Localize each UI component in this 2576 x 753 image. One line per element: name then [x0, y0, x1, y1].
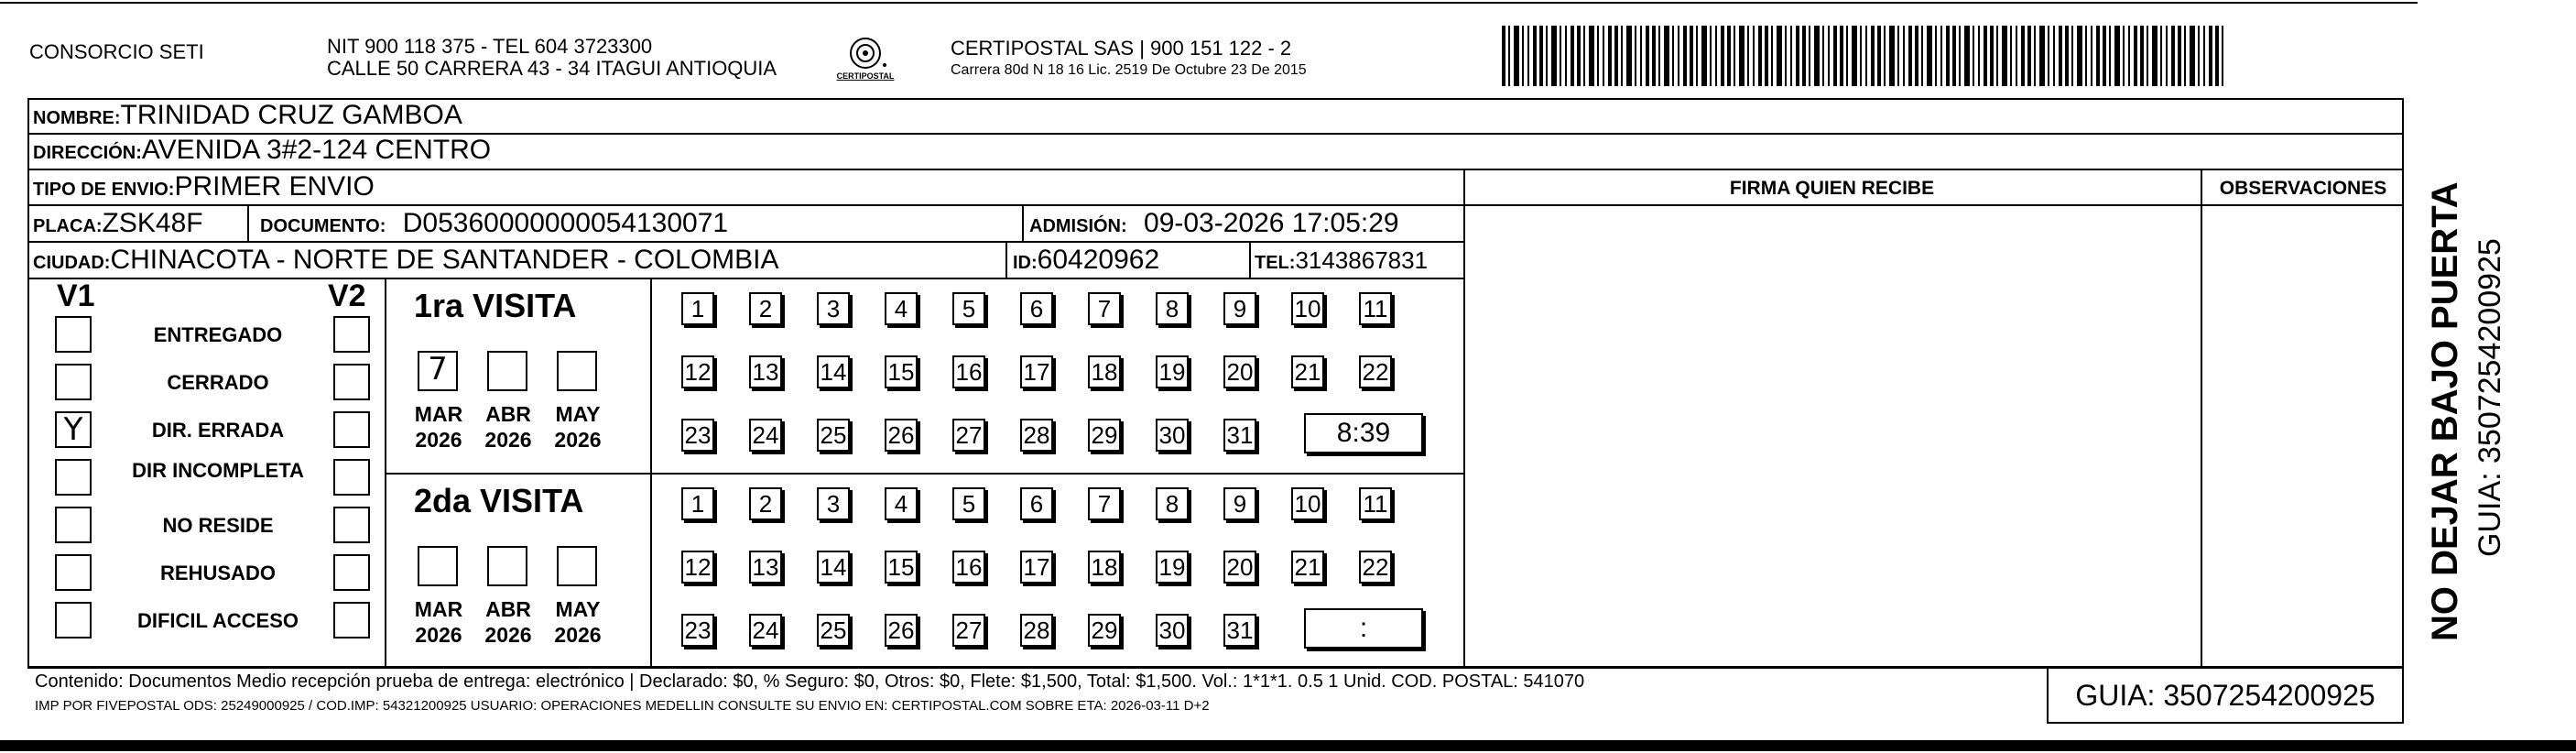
v1-checkbox[interactable]: [55, 364, 92, 400]
cell-divider: [1022, 204, 1024, 241]
day-box[interactable]: 20: [1223, 355, 1256, 388]
status-label: REHUSADO: [160, 562, 276, 584]
year-label: 2026: [415, 623, 462, 647]
v2-checkbox[interactable]: [333, 411, 370, 448]
month-label: ABR: [485, 597, 531, 621]
cell-divider: [247, 204, 249, 241]
row-divider: [27, 169, 2404, 170]
day-box[interactable]: 12: [681, 355, 714, 388]
row-divider: [27, 241, 1463, 243]
v1-checkbox[interactable]: [55, 507, 92, 543]
type-value: PRIMER ENVIO: [174, 171, 375, 202]
id-value: 60420962: [1037, 245, 1160, 275]
day-box[interactable]: 31: [1223, 419, 1256, 452]
day-box[interactable]: 29: [1088, 614, 1121, 647]
day-box[interactable]: 30: [1156, 419, 1189, 452]
admission-row: [1029, 207, 1399, 243]
nit-line: NIT 900 118 375 - TEL 604 3723300: [327, 35, 653, 58]
day-box[interactable]: 27: [952, 614, 985, 647]
visit-title: 2da VISITA: [414, 482, 584, 519]
footer-imp: IMP POR FIVEPOSTAL ODS: 25249000925 / COD.IMP: 54321200925 USUARIO: OPERACIONES MEDELLIN CONSULTE SU ENVIO EN: CERTIPOSTAL.COM SOBRE ETA: 2026-03-11 D+2: [35, 698, 1210, 714]
day-box[interactable]: 13: [749, 551, 782, 584]
month-checkbox[interactable]: [418, 546, 458, 586]
day-box[interactable]: 14: [817, 355, 850, 388]
day-box[interactable]: 14: [817, 551, 850, 584]
page-bottom-rule: [0, 740, 2576, 751]
status-label: DIFICIL ACCESO: [136, 609, 299, 632]
day-box[interactable]: 6: [1020, 292, 1053, 325]
name-label: NOMBRE:: [33, 108, 121, 128]
barcode-icon: [1502, 26, 2225, 86]
city-label: CIUDAD:: [33, 253, 111, 273]
v2-checkbox[interactable]: [333, 507, 370, 543]
day-box[interactable]: 7: [1088, 487, 1121, 520]
day-box[interactable]: 17: [1020, 355, 1053, 388]
day-box[interactable]: 13: [749, 355, 782, 388]
v1-checkbox[interactable]: [55, 602, 92, 638]
day-box[interactable]: 28: [1020, 614, 1053, 647]
day-box[interactable]: 27: [952, 419, 985, 452]
certipostal-line: CERTIPOSTAL SAS | 900 151 122 - 2: [951, 37, 1292, 60]
day-box[interactable]: 22: [1359, 355, 1392, 388]
v1-checkbox[interactable]: Y: [55, 411, 92, 448]
month-checkbox[interactable]: [557, 351, 597, 391]
day-box[interactable]: 30: [1156, 614, 1189, 647]
v2-checkbox[interactable]: [333, 554, 370, 591]
type-label: TIPO DE ENVIO:: [33, 180, 175, 200]
day-box[interactable]: 25: [817, 614, 850, 647]
type-row: [33, 170, 375, 206]
day-box[interactable]: 25: [817, 419, 850, 452]
day-box[interactable]: 7: [1088, 292, 1121, 325]
id-label: ID:: [1013, 253, 1038, 273]
v1-checkbox[interactable]: [55, 554, 92, 591]
v1-label: V1: [57, 278, 95, 313]
month-label: MAR: [414, 597, 463, 621]
month-checkbox[interactable]: [487, 546, 527, 586]
day-box[interactable]: 20: [1223, 551, 1256, 584]
footer-content: Contenido: Documentos Medio recepción prueba de entrega: electrónico | Declarado: $0, % Seguro: $0, Otros: $0, Flete: $1,500, Total: $1,500. Vol.: 1*1*1. 0.5 1 Unid. COD. POSTAL: 541070: [35, 671, 1585, 692]
plate-label: PLACA:: [33, 216, 103, 236]
document-row: [260, 207, 728, 243]
logo-text: CERTIPOSTAL: [836, 71, 895, 81]
day-box[interactable]: 4: [885, 487, 918, 520]
v1-checkbox[interactable]: [55, 316, 92, 353]
year-label: 2026: [484, 623, 532, 647]
day-box[interactable]: 8: [1156, 487, 1189, 520]
certipostal-logo: [833, 35, 897, 84]
plate-value: ZSK48F: [102, 208, 203, 238]
city-row: [33, 244, 779, 279]
day-box[interactable]: 3: [817, 487, 850, 520]
day-box[interactable]: 26: [885, 614, 918, 647]
tel-row: [1255, 244, 1428, 279]
day-box[interactable]: 11: [1359, 292, 1392, 325]
cell-divider: [1005, 241, 1007, 278]
day-box[interactable]: 18: [1088, 355, 1121, 388]
day-box[interactable]: 31: [1223, 614, 1256, 647]
admission-value: 09-03-2026 17:05:29: [1144, 208, 1399, 238]
day-box[interactable]: 22: [1359, 551, 1392, 584]
year-label: 2026: [484, 428, 532, 452]
day-box[interactable]: 2: [749, 292, 782, 325]
month-label: MAY: [555, 597, 601, 621]
status-label: ENTREGADO: [153, 323, 283, 346]
footer-guia: GUIA: 3507254200925: [2075, 679, 2375, 712]
year-label: 2026: [415, 428, 462, 452]
row-divider: [27, 278, 1463, 279]
city-value: CHINACOTA - NORTE DE SANTANDER - COLOMBIA: [110, 245, 779, 275]
day-box[interactable]: 3: [817, 292, 850, 325]
v1-checkbox[interactable]: [55, 459, 92, 496]
v2-checkbox[interactable]: [333, 364, 370, 400]
address-row: [33, 134, 491, 169]
license-line: Carrera 80d N 18 16 Lic. 2519 De Octubre 23 De 2015: [951, 62, 1307, 78]
day-box[interactable]: 15: [885, 551, 918, 584]
tel-value: 3143867831: [1295, 246, 1429, 274]
day-box[interactable]: 9: [1223, 292, 1256, 325]
side-guia: GUIA: 3507254200925: [2473, 238, 2507, 557]
tel-label: TEL:: [1255, 253, 1296, 273]
month-label: MAY: [555, 402, 601, 426]
day-box[interactable]: 24: [749, 614, 782, 647]
day-box[interactable]: 21: [1291, 551, 1324, 584]
day-box[interactable]: 19: [1156, 355, 1189, 388]
time-box[interactable]: :: [1304, 608, 1423, 649]
day-box[interactable]: 17: [1020, 551, 1053, 584]
year-label: 2026: [554, 623, 602, 647]
day-box[interactable]: 4: [885, 292, 918, 325]
page-top-rule: [0, 2, 2418, 4]
id-row: [1013, 244, 1159, 279]
observations-header: OBSERVACIONES: [2219, 178, 2387, 199]
day-box[interactable]: 28: [1020, 419, 1053, 452]
day-box[interactable]: 1: [681, 487, 714, 520]
day-box[interactable]: 2: [749, 487, 782, 520]
visit-divider: [385, 473, 1463, 475]
month-checkbox[interactable]: [557, 546, 597, 586]
status-label: NO RESIDE: [162, 514, 274, 537]
visit-title: 1ra VISITA: [414, 287, 577, 324]
day-box[interactable]: 23: [681, 419, 714, 452]
status-label: CERRADO: [167, 371, 269, 394]
month-label: MAR: [414, 402, 463, 426]
day-box[interactable]: 19: [1156, 551, 1189, 584]
day-box[interactable]: 11: [1359, 487, 1392, 520]
day-box[interactable]: 18: [1088, 551, 1121, 584]
cell-divider: [1249, 241, 1251, 278]
day-box[interactable]: 10: [1291, 292, 1324, 325]
signature-header: FIRMA QUIEN RECIBE: [1729, 178, 1935, 199]
day-box[interactable]: 15: [885, 355, 918, 388]
row-divider: [27, 204, 2404, 206]
observations-column-left: [2201, 169, 2202, 668]
day-box[interactable]: 5: [952, 292, 985, 325]
day-box[interactable]: 8: [1156, 292, 1189, 325]
day-box[interactable]: 26: [885, 419, 918, 452]
v2-checkbox[interactable]: [333, 602, 370, 638]
day-box[interactable]: 24: [749, 419, 782, 452]
address-label: DIRECCIÓN:: [33, 143, 142, 163]
company-name: CONSORCIO SETI: [29, 40, 204, 63]
day-box[interactable]: 23: [681, 614, 714, 647]
signature-column-left: [1463, 169, 1465, 668]
document-label: DOCUMENTO:: [260, 216, 386, 236]
name-value: TRINIDAD CRUZ GAMBOA: [120, 100, 462, 130]
address-line: CALLE 50 CARRERA 43 - 34 ITAGUI ANTIOQUIA: [327, 57, 777, 80]
status-label: DIR INCOMPLETA: [132, 459, 304, 482]
plate-row: [33, 207, 203, 243]
day-box[interactable]: 5: [952, 487, 985, 520]
day-box[interactable]: 29: [1088, 419, 1121, 452]
v2-label: V2: [328, 278, 366, 313]
day-box[interactable]: 16: [952, 551, 985, 584]
day-box[interactable]: 21: [1291, 355, 1324, 388]
day-box[interactable]: 9: [1223, 487, 1256, 520]
name-row: [33, 99, 462, 135]
side-warning: NO DEJAR BAJO PUERTA: [2425, 181, 2465, 641]
day-box[interactable]: 12: [681, 551, 714, 584]
footer-guia-box: [2047, 667, 2404, 724]
day-box[interactable]: 6: [1020, 487, 1053, 520]
day-box[interactable]: 16: [952, 355, 985, 388]
document-value: D05360000000054130071: [402, 208, 729, 238]
day-box[interactable]: 1: [681, 292, 714, 325]
v2-checkbox[interactable]: [333, 459, 370, 496]
month-label: ABR: [485, 402, 531, 426]
day-box[interactable]: 10: [1291, 487, 1324, 520]
month-checkbox[interactable]: 7: [418, 351, 458, 391]
year-label: 2026: [554, 428, 602, 452]
time-box[interactable]: 8:39: [1304, 413, 1423, 453]
v2-checkbox[interactable]: [333, 316, 370, 353]
month-checkbox[interactable]: [487, 351, 527, 391]
admission-label: ADMISIÓN:: [1029, 216, 1127, 236]
address-value: AVENIDA 3#2-124 CENTRO: [141, 135, 492, 165]
status-label: DIR. ERRADA: [151, 419, 285, 442]
